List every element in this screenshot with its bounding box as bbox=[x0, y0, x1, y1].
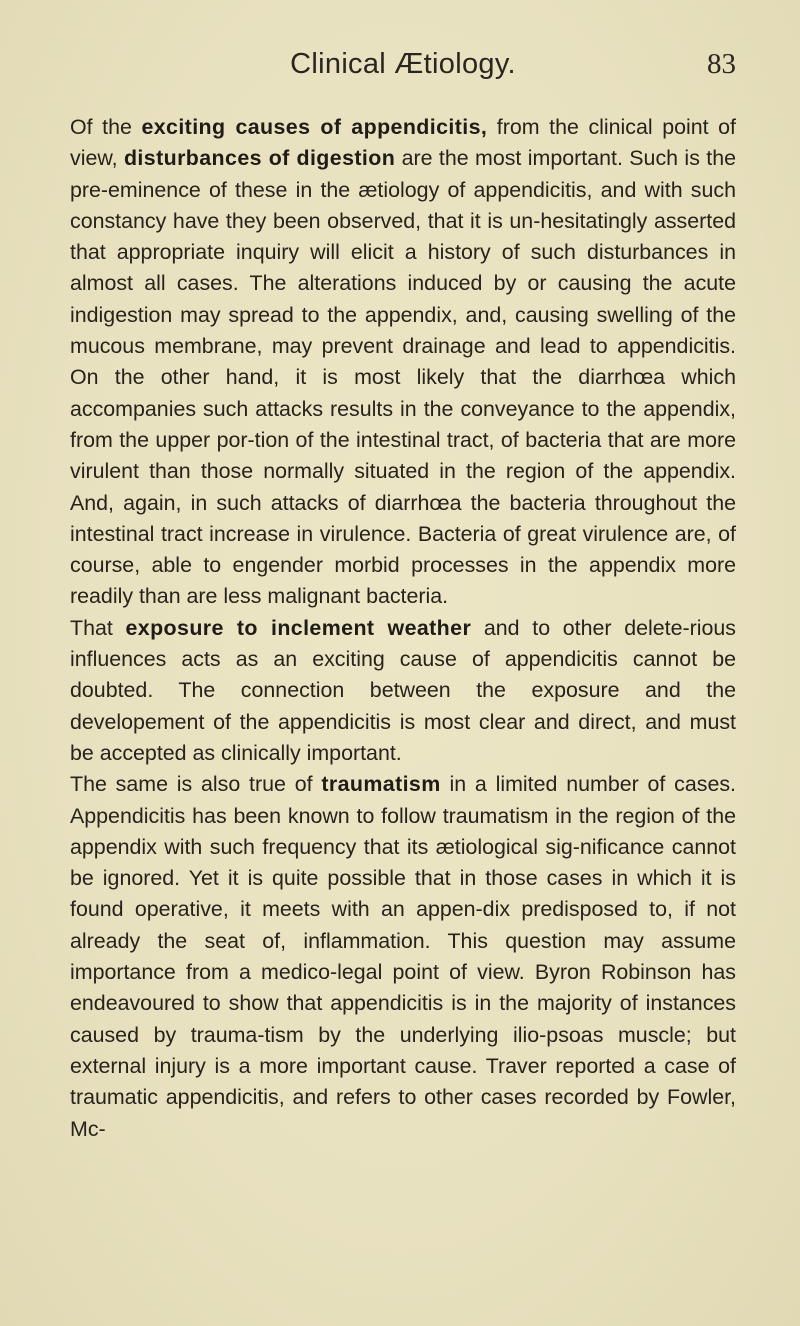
text-segment: from the clinical point of view, bbox=[70, 115, 736, 171]
running-head bbox=[70, 48, 736, 90]
text-segment: That bbox=[70, 615, 126, 640]
emphasized-phrase: exposure to inclement weather bbox=[125, 615, 472, 640]
emphasized-phrase: traumatism bbox=[321, 772, 441, 797]
running-title: Clinical Ætiology. bbox=[290, 48, 516, 80]
body-text bbox=[70, 112, 736, 1145]
page-number: 83 bbox=[707, 48, 736, 80]
text-segment: and to other delete-rious influences acts as an exciting cause of appendicitis cannot be doubted. The connection between the exposure and the developement of the appendicitis is most clear and direct, and must be accepted as clinically important. bbox=[70, 615, 736, 765]
text-segment: The same is also true of bbox=[70, 772, 322, 797]
paragraph bbox=[70, 112, 736, 613]
text-segment: Of the bbox=[70, 115, 142, 139]
paragraph bbox=[70, 769, 736, 1145]
paragraph bbox=[70, 613, 736, 769]
text-segment: in a limited number of cases. Appendicitis has been known to follow traumatism in the region of the appendix with such frequency that its ætiological sig-nificance cannot be ignored. Yet it is quite possible that in those cases in which it is found operative, it meets with an appen-dix predisposed to, if not already the seat of, inflammation. This question may assume importance from a medico-legal point of view. Byron Robinson has endeavoured to show that appendicitis is in the majority of instances caused by trauma-tism by the underlying ilio-psoas muscle; but external injury is a more important cause. Traver reported a case of traumatic appendicitis, and refers to other cases recorded by Fowler, Mc- bbox=[70, 772, 736, 1141]
emphasized-phrase: exciting causes of appendicitis, bbox=[141, 115, 488, 139]
text-segment: are the most important. Such is the pre-eminence of these in the ætiology of appendicitis, and with such constancy have they been observed, that it is un-hesitatingly asserted that appropriate inquiry will elicit a history of such disturbances in almost all cases. The alterations induced by or causing the acute indigestion may spread to the appendix, and, causing swelling of the mucous membrane, may prevent drainage and lead to appendicitis. On the other hand, it is most likely that the diarrhœa which accompanies such attacks results in the conveyance to the appendix, from the upper por-tion of the intestinal tract, of bacteria that are more virulent than those normally situated in the region of the appendix. And, again, in such attacks of diarrhœa the bacteria throughout the intestinal tract increase in virulence. Bacteria of great virulence are, of course, able to engender morbid processes in the appendix more readily than are less malignant bacteria. bbox=[70, 146, 737, 609]
emphasized-phrase: disturbances of digestion bbox=[123, 146, 396, 171]
